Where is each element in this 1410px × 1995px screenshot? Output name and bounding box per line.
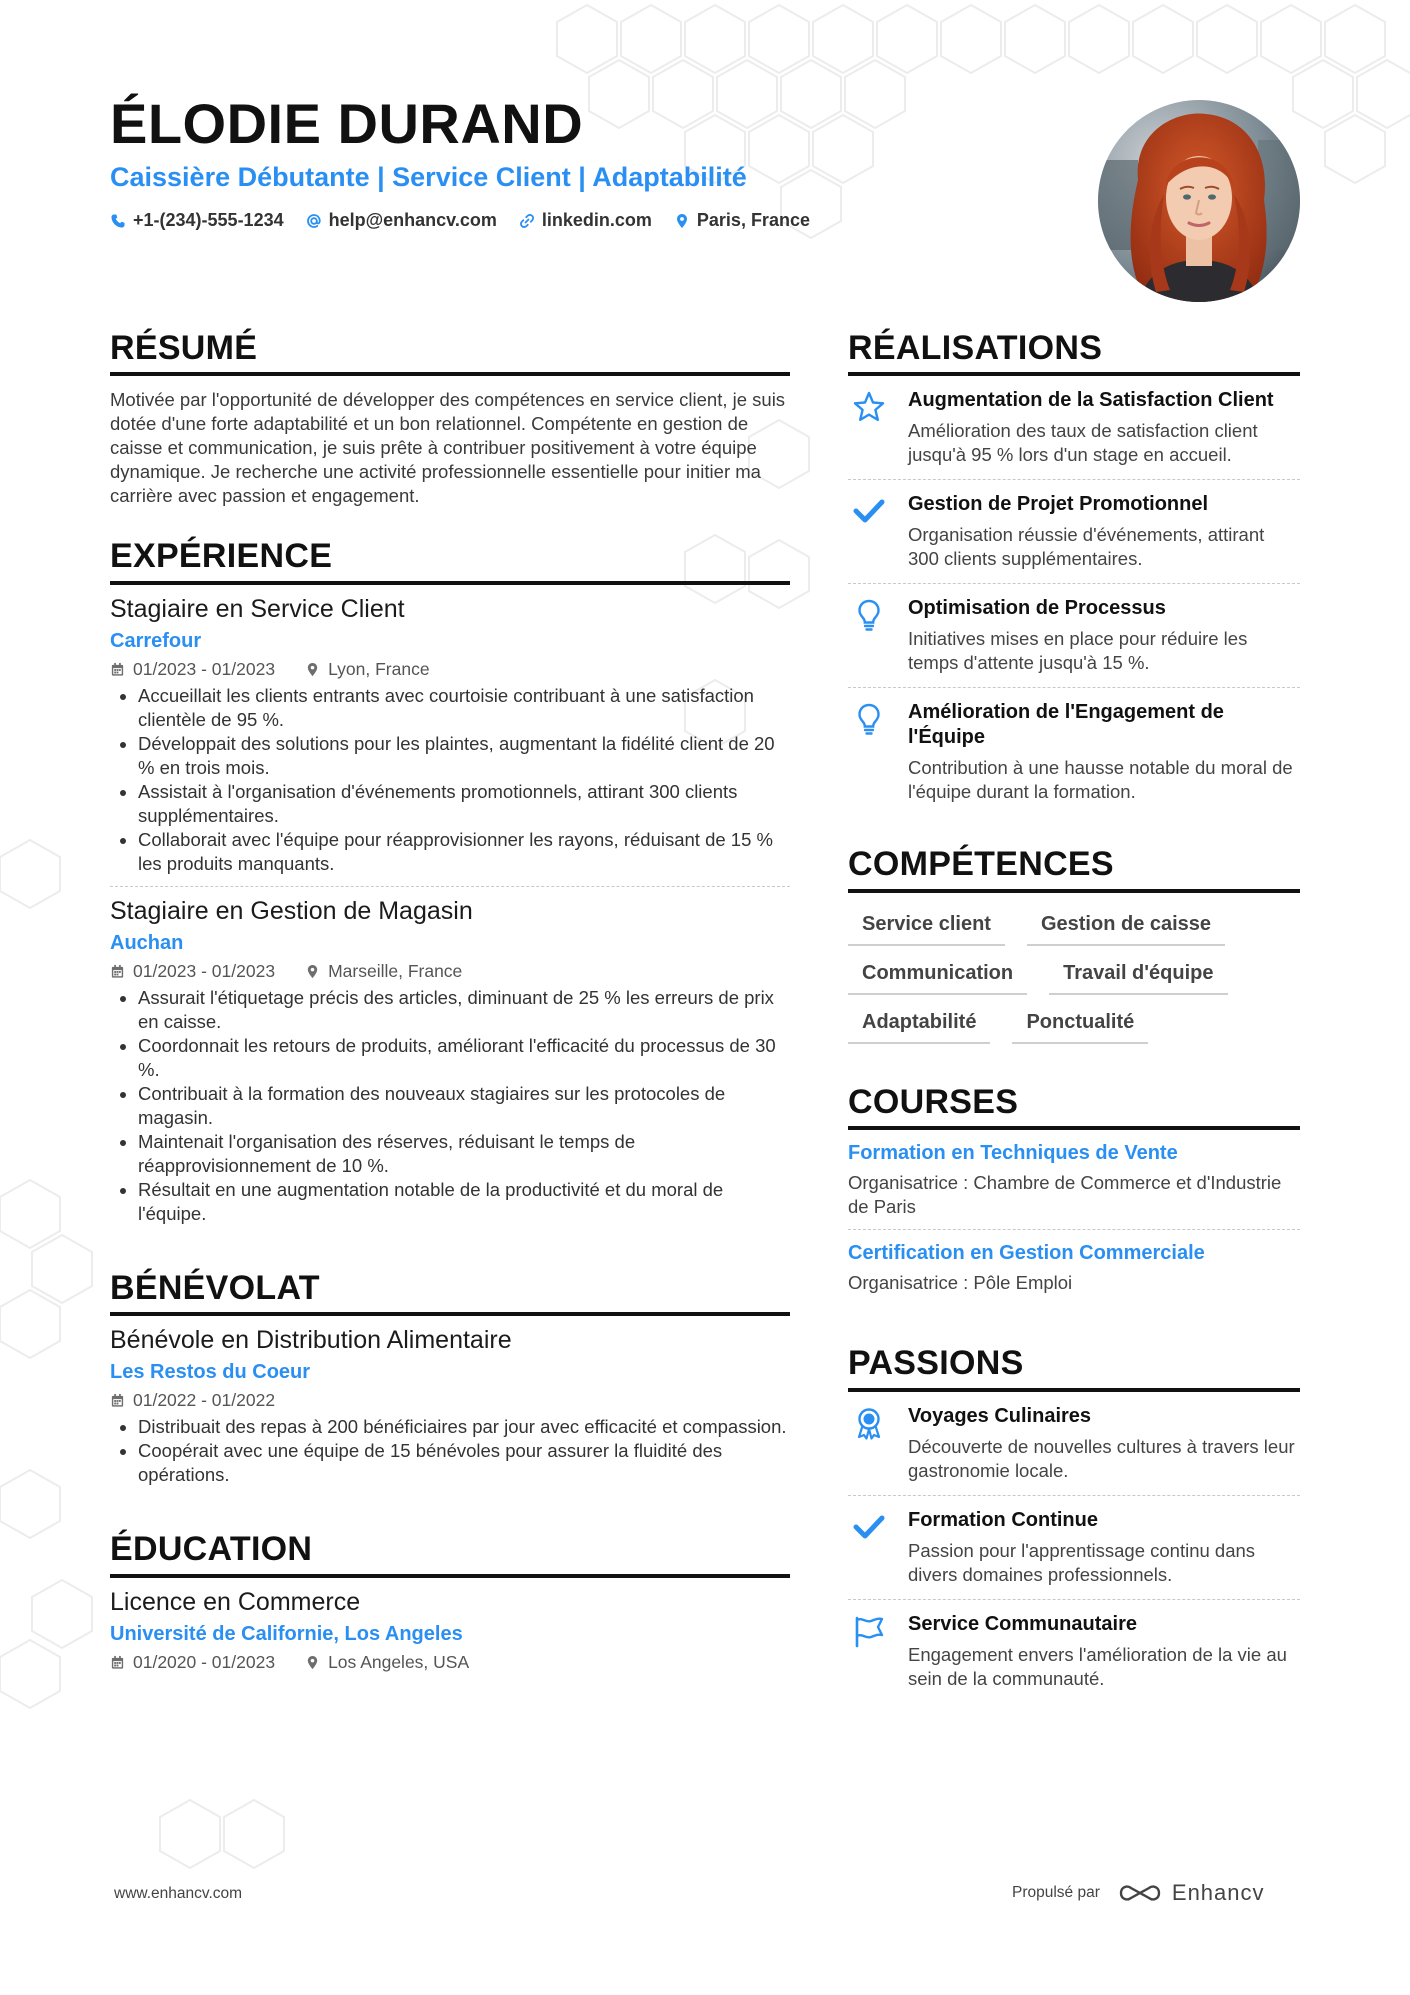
course-org: Organisatrice : Pôle Emploi — [848, 1272, 1073, 1294]
award-icon — [852, 1406, 886, 1440]
entry-dates: 01/2023 - 01/2023 — [133, 960, 276, 981]
job-title: Stagiaire en Service Client — [110, 594, 405, 623]
entry-meta — [110, 659, 790, 680]
bullet-item: • Résultait en une augmentation notable de la productivité et du moral de l'équipe. — [138, 1178, 790, 1226]
experience-heading: EXPÉRIENCE — [110, 538, 790, 584]
passion-item — [848, 1392, 1300, 1495]
courses-heading: COURSES — [848, 1084, 1300, 1130]
skill-tag: Travail d'équipe — [1049, 962, 1227, 995]
course-item — [848, 1229, 1300, 1305]
company-name: Auchan — [110, 931, 184, 954]
passions-section — [848, 1345, 1300, 1702]
powered-by-label: Propulsé par — [1012, 1884, 1100, 1901]
achievements-heading: RÉALISATIONS — [848, 330, 1300, 376]
achievement-title: Amélioration de l'Engagement de l'Équipe — [908, 701, 1224, 749]
skills-section — [848, 846, 1300, 1043]
bullet-item: • Assurait l'étiquetage précis des articles, diminuant de 25 % les erreurs de prix en caisse. — [138, 986, 790, 1034]
company-name: Carrefour — [110, 629, 202, 652]
entry-bullets — [110, 1415, 790, 1487]
skills-list — [848, 913, 1300, 1044]
achievement-item — [848, 687, 1300, 816]
brand-name: Enhancv — [1171, 1880, 1265, 1905]
achievement-item — [848, 583, 1300, 687]
achievement-desc: Amélioration des taux de satisfaction client jusqu'à 95 % lors d'un stage en accueil. — [908, 420, 1258, 466]
achievement-desc: Organisation réussie d'événements, attirant 300 clients supplémentaires. — [908, 524, 1265, 570]
volunteering-heading: BÉNÉVOLAT — [110, 1270, 790, 1316]
experience-entry — [110, 886, 790, 1236]
email-text: help@enhancv.com — [328, 210, 497, 230]
skill-tag: Adaptabilité — [848, 1011, 990, 1044]
right-column — [848, 330, 1300, 1737]
entry-meta — [110, 1652, 790, 1673]
education-heading: ÉDUCATION — [110, 1531, 790, 1577]
achievement-title: Gestion de Projet Promotionnel — [908, 493, 1209, 516]
bullet-item: • Distribuait des repas à 200 bénéficiaires par jour avec efficacité et compassion. — [138, 1415, 790, 1439]
candidate-tagline: Caissière Débutante | Service Client | Adaptabilité — [110, 162, 747, 192]
summary-text: Motivée par l'opportunité de développer des compétences en service client, je suis dotée d'une forte adaptabilité et un bon relationnel. Compétente en gestion de caisse et communication, je suis prête à contribuer positivement à votre équipe dynamique. Je recherche une activité professionnelle essentielle pour initier ma carrière avec passion et engagement. — [110, 389, 786, 507]
check-icon — [852, 494, 886, 528]
enhancv-logo[interactable] — [1118, 1880, 1265, 1906]
entry-bullets — [110, 986, 790, 1226]
entry-location: Lyon, France — [328, 658, 430, 679]
location-pin-icon — [305, 1655, 320, 1670]
bullet-item: • Développait des solutions pour les plaintes, augmentant la fidélité client de 20 % en trois mois. — [138, 732, 790, 780]
skill-tag: Ponctualité — [1012, 1011, 1148, 1044]
phone-icon — [110, 213, 126, 229]
achievement-title: Augmentation de la Satisfaction Client — [908, 389, 1274, 412]
volunteer-role: Bénévole en Distribution Alimentaire — [110, 1326, 512, 1355]
course-item — [848, 1130, 1300, 1229]
entry-dates: 01/2023 - 01/2023 — [133, 658, 276, 679]
passion-item — [848, 1599, 1300, 1703]
passion-desc: Découverte de nouvelles cultures à travers leur gastronomie locale. — [908, 1435, 1295, 1481]
lightbulb-icon — [852, 702, 886, 736]
summary-heading: RÉSUMÉ — [110, 330, 790, 376]
enhancv-logo-icon — [1118, 1882, 1162, 1904]
bullet-item: • Coopérait avec une équipe de 15 bénévoles pour assurer la fluidité des opérations. — [138, 1439, 790, 1487]
entry-bullets — [110, 684, 790, 876]
volunteering-entry — [110, 1316, 790, 1497]
passion-desc: Engagement envers l'amélioration de la vie au sein de la communauté. — [908, 1643, 1287, 1689]
passion-title: Formation Continue — [908, 1508, 1098, 1531]
lightbulb-icon — [852, 598, 886, 632]
bullet-item: • Maintenait l'organisation des réserves, réduisant le temps de réapprovisionnement de 10 %. — [138, 1130, 790, 1178]
skill-tag: Communication — [848, 962, 1027, 995]
bullet-item: • Assistait à l'organisation d'événements promotionnels, attirant 300 clients supplémentaires. — [138, 780, 790, 828]
contact-bar — [110, 210, 810, 231]
calendar-icon — [110, 1393, 125, 1408]
achievement-title: Optimisation de Processus — [908, 597, 1166, 620]
bullet-item: • Collaborait avec l'équipe pour réapprovisionner les rayons, réduisant de 15 % les produits manquants. — [138, 828, 790, 876]
contact-phone[interactable] — [110, 210, 284, 231]
experience-section — [110, 538, 790, 1235]
job-title: Stagiaire en Gestion de Magasin — [110, 896, 473, 925]
footer-url[interactable]: www.enhancv.com — [114, 1885, 243, 1902]
left-column — [110, 330, 790, 1721]
powered-by — [1012, 1880, 1265, 1906]
link-icon — [519, 213, 535, 229]
bullet-item: • Contribuait à la formation des nouveaux stagiaires sur les protocoles de magasin. — [138, 1082, 790, 1130]
degree-title: Licence en Commerce — [110, 1587, 361, 1616]
location-pin-icon — [674, 213, 690, 229]
passion-item — [848, 1495, 1300, 1599]
candidate-name: ÉLODIE DURAND — [110, 92, 584, 155]
entry-dates: 01/2022 - 01/2022 — [133, 1390, 276, 1411]
education-entry — [110, 1578, 790, 1687]
school-name: Université de Californie, Los Angeles — [110, 1622, 463, 1645]
education-section — [110, 1531, 790, 1686]
achievement-item — [848, 376, 1300, 479]
passion-desc: Passion pour l'apprentissage continu dans divers domaines professionnels. — [908, 1539, 1256, 1585]
passion-title: Voyages Culinaires — [908, 1404, 1092, 1427]
entry-meta — [110, 1390, 790, 1411]
calendar-icon — [110, 964, 125, 979]
calendar-icon — [110, 1655, 125, 1670]
at-icon — [306, 213, 322, 229]
passions-heading: PASSIONS — [848, 1345, 1300, 1391]
contact-linkedin[interactable] — [519, 210, 652, 231]
check-icon — [852, 1510, 886, 1544]
location-text: Paris, France — [696, 210, 810, 230]
location-pin-icon — [305, 662, 320, 677]
linkedin-text: linkedin.com — [541, 210, 652, 230]
contact-email[interactable] — [306, 210, 497, 231]
volunteering-section — [110, 1270, 790, 1497]
achievements-section — [848, 330, 1300, 816]
passion-title: Service Communautaire — [908, 1612, 1137, 1635]
skills-heading: COMPÉTENCES — [848, 846, 1300, 892]
flag-icon — [852, 1614, 886, 1648]
bullet-item: • Coordonnait les retours de produits, améliorant l'efficacité du processus de 30 %. — [138, 1034, 790, 1082]
summary-section — [110, 330, 790, 508]
course-org: Organisatrice : Chambre de Commerce et d'Industrie de Paris — [848, 1172, 1282, 1218]
contact-location — [674, 210, 810, 231]
course-title: Certification en Gestion Commerciale — [848, 1242, 1205, 1265]
entry-meta — [110, 961, 790, 982]
entry-location: Los Angeles, USA — [328, 1651, 470, 1672]
star-icon — [852, 390, 886, 424]
phone-text: +1-(234)-555-1234 — [133, 210, 284, 230]
calendar-icon — [110, 662, 125, 677]
achievement-item — [848, 479, 1300, 583]
achievement-desc: Contribution à une hausse notable du moral de l'équipe durant la formation. — [908, 757, 1293, 803]
courses-section — [848, 1084, 1300, 1305]
achievement-desc: Initiatives mises en place pour réduire les temps d'attente jusqu'à 15 %. — [908, 628, 1248, 674]
profile-photo — [1098, 100, 1300, 302]
course-title: Formation en Techniques de Vente — [848, 1142, 1178, 1165]
entry-location: Marseille, France — [328, 960, 463, 981]
location-pin-icon — [305, 964, 320, 979]
organization-name: Les Restos du Coeur — [110, 1361, 311, 1384]
skill-tag: Gestion de caisse — [1027, 913, 1225, 946]
entry-dates: 01/2020 - 01/2023 — [133, 1651, 276, 1672]
bullet-item: • Accueillait les clients entrants avec courtoisie contribuant à une satisfaction clientèle de 95 %. — [138, 684, 790, 732]
experience-entry — [110, 585, 790, 886]
skill-tag: Service client — [848, 913, 1005, 946]
